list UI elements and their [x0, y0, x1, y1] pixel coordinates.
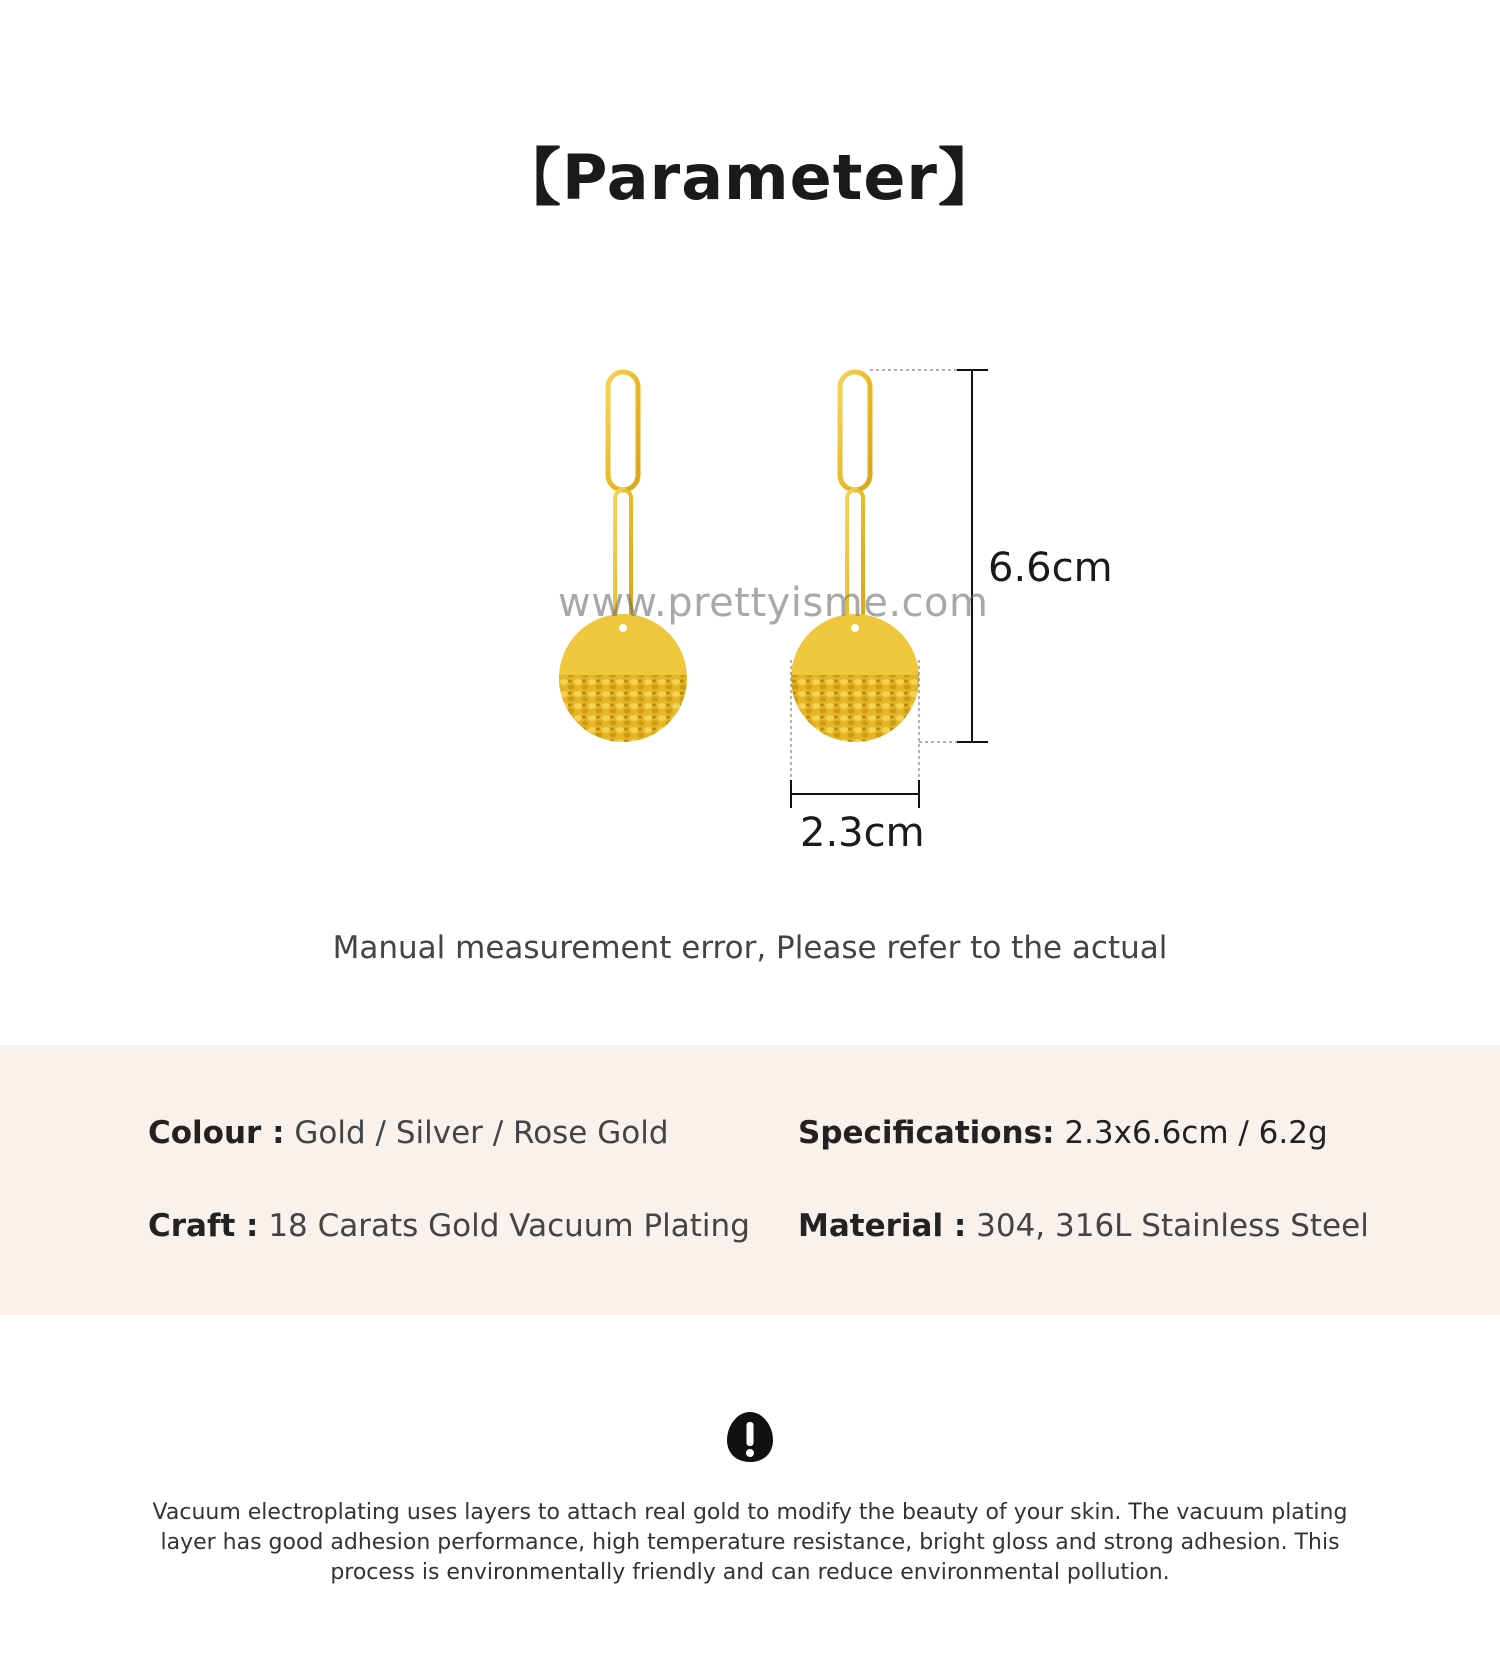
left-earring — [555, 372, 695, 755]
spec-craft-value: 18 Carats Gold Vacuum Plating — [268, 1208, 750, 1244]
page-title: 【Parameter】 — [499, 141, 1001, 214]
width-label: 2.3cm — [800, 810, 925, 856]
spec-colour — [148, 1115, 669, 1151]
plating-description: Vacuum electroplating uses layers to attach real gold to modify the beauty of your skin. The vacuum plating layer has good adhesion performance, high temperature resistance, bright gloss and strong adhesion. This process is environmentally friendly and can reduce environmental pollution. — [152, 1500, 1348, 1585]
spec-specifications-label: Specifications: — [798, 1115, 1055, 1151]
height-label: 6.6cm — [988, 545, 1113, 591]
spec-material-value: 304, 316L Stainless Steel — [976, 1208, 1369, 1244]
spec-colour-value: Gold / Silver / Rose Gold — [294, 1115, 669, 1151]
spec-craft — [148, 1208, 750, 1244]
spec-craft-label: Craft : — [148, 1208, 259, 1244]
spec-colour-label: Colour : — [148, 1115, 285, 1151]
exclamation-icon — [725, 1410, 775, 1464]
measurement-note: Manual measurement error, Please refer to the actual — [332, 930, 1168, 966]
spec-panel — [0, 1045, 1500, 1315]
right-earring — [787, 372, 927, 755]
spec-material — [798, 1208, 1369, 1244]
spec-specifications-value: 2.3x6.6cm / 6.2g — [1064, 1115, 1328, 1151]
watermark: www.prettyisme.com — [558, 580, 989, 626]
spec-specifications — [798, 1115, 1328, 1151]
spec-material-label: Material : — [798, 1208, 967, 1244]
